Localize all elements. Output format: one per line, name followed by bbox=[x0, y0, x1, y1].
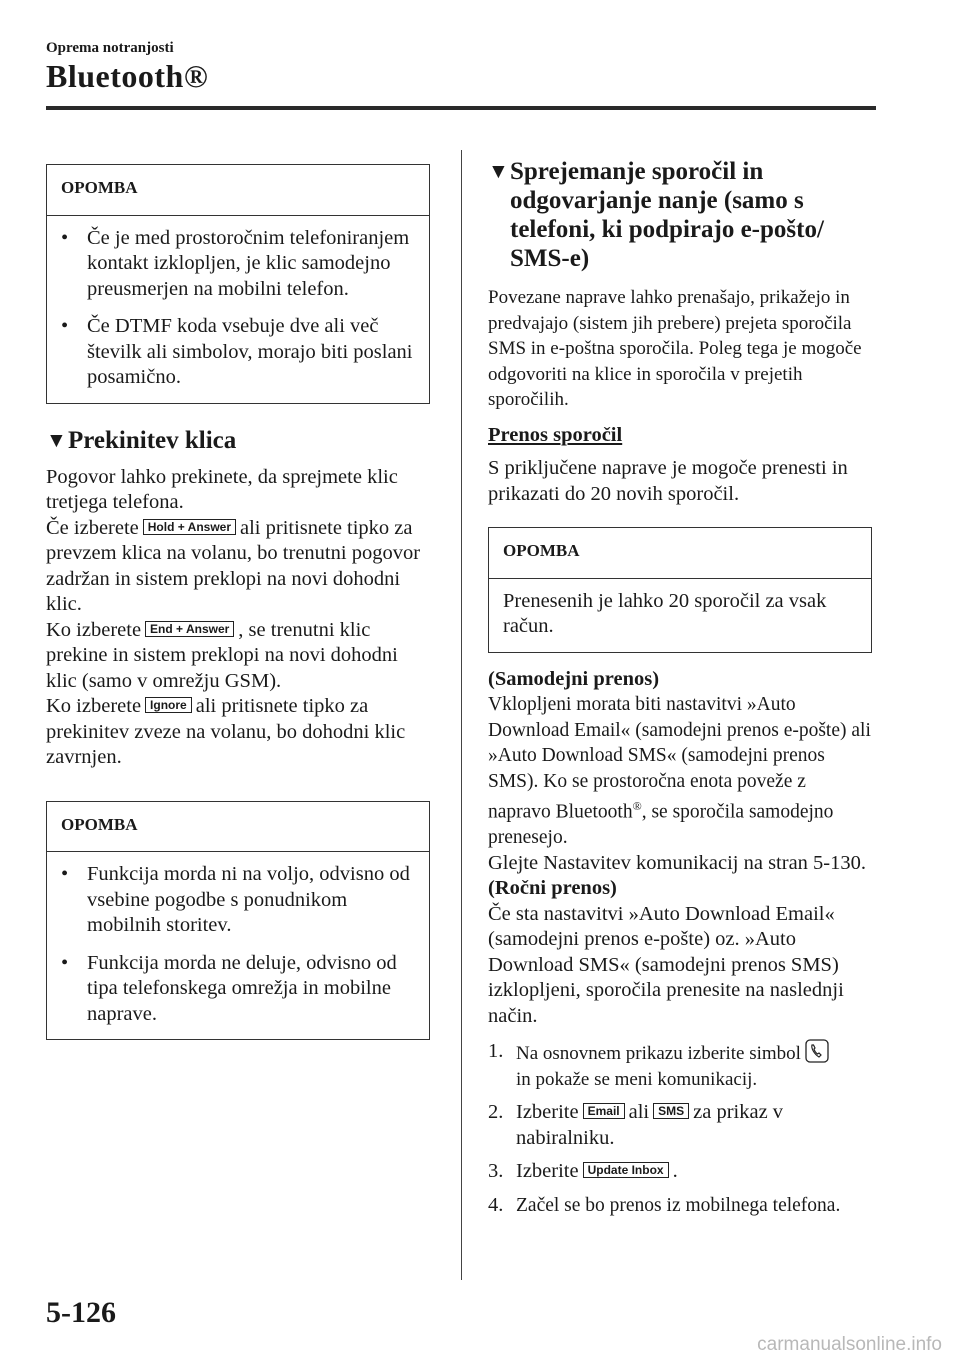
page-title: Bluetooth® bbox=[46, 58, 209, 94]
hold-answer-button-icon: Hold + Answer bbox=[143, 519, 236, 535]
paragraph: Povezane naprave lahko prenašajo, prikažejo in predvajajo (sistem jih prebere) prejeta sporočila SMS in e-poštna sporočila. Poleg tega je mogoče odgovoriti na klice in sporočila v prejetih sporočilih. bbox=[488, 287, 862, 410]
paragraph: Pogovor lahko prekinete, da sprejmete klic tretjega telefona. bbox=[46, 465, 398, 513]
note-box bbox=[488, 527, 872, 653]
watermark: carmanualsonline.info bbox=[757, 1334, 942, 1355]
end-answer-button-icon: End + Answer bbox=[145, 621, 234, 637]
steps-list bbox=[488, 1039, 872, 1218]
bullet-icon: • bbox=[61, 226, 69, 249]
note-title: OPOMBA bbox=[47, 802, 429, 853]
cross-reference: Glejte Nastavitev komunikacij na stran 5-130. bbox=[488, 851, 867, 874]
note-title: OPOMBA bbox=[47, 165, 429, 216]
triangle-down-icon: ▼ bbox=[46, 427, 67, 452]
note-box bbox=[46, 801, 430, 1041]
paragraph: Ko izberete End + Answer , se trenutni klic prekine in sistem preklopi na novi dohodni klic (samo v omrežju GSM). bbox=[46, 618, 398, 692]
section-heading: ▼ Prekinitev klica bbox=[46, 426, 237, 454]
phone-icon bbox=[805, 1039, 829, 1063]
note-text: Prenesenih je lahko 20 sporočil za vsak račun. bbox=[503, 589, 827, 637]
paragraph: Če sta nastavitvi »Auto Download Email« (samodejni prenos e-pošte) oz. »Auto Download SMS« (samodejni prenos SMS) izklopljeni, sporočila prenesite na naslednji način. bbox=[488, 902, 844, 1027]
bullet-icon: • bbox=[61, 951, 69, 974]
bullet-icon: • bbox=[61, 863, 69, 885]
note-title: OPOMBA bbox=[489, 528, 871, 579]
subheading: (Ročni prenos) bbox=[488, 877, 617, 899]
list-item: 3. Izberite Update Inbox . bbox=[488, 1160, 678, 1182]
note-bullet: • Funkcija morda ni na voljo, odvisno od vsebine pogodbe s ponudnikom mobilnih storitev. bbox=[61, 862, 415, 939]
paragraph: Ko izberete Ignore ali pritisnete tipko za prekinitev zveze na volanu, bo dohodni klic zavrnjen. bbox=[46, 695, 406, 768]
update-inbox-button-icon: Update Inbox bbox=[583, 1162, 669, 1178]
note-bullet: • Funkcija morda ne deluje, odvisno od tipa telefonskega omrežja in mobilne naprave. bbox=[61, 951, 415, 1028]
email-button-icon: Email bbox=[583, 1103, 625, 1119]
paragraph: S priključene naprave je mogoče prenesti in prikazati do 20 novih sporočil. bbox=[488, 457, 848, 505]
bullet-icon: • bbox=[61, 315, 69, 337]
subheading: Prenos sporočil bbox=[488, 423, 623, 446]
left-column bbox=[46, 164, 430, 1040]
ignore-button-icon: Ignore bbox=[145, 697, 192, 713]
page-number: 5-126 bbox=[46, 1296, 116, 1329]
note-bullet: • Če je med prostoročnim telefoniranjem kontakt izklopljen, je klic samodejno preusmerjen na mobilni telefon. bbox=[61, 226, 415, 303]
list-item: 2. Izberite Email ali SMS za prikaz v nabiralniku. bbox=[488, 1101, 784, 1149]
right-column bbox=[488, 157, 872, 1226]
note-box bbox=[46, 164, 430, 404]
column-divider bbox=[461, 150, 462, 1280]
header-rule bbox=[46, 106, 876, 110]
subheading: (Samodejni prenos) bbox=[488, 667, 660, 690]
list-item: 1. Na osnovnem prikazu izberite simbol in pokaže se meni komunikacij. bbox=[488, 1039, 872, 1092]
section-heading: ▼ Sprejemanje sporočil in odgovarjanje nanje (samo s telefoni, ki podpirajo e-pošto/ SMS-e) bbox=[488, 158, 824, 272]
list-item: 4. Začel se bo prenos iz mobilnega telefona. bbox=[488, 1193, 841, 1216]
section-label: Oprema notranjosti bbox=[46, 40, 174, 56]
paragraph: Vklopljeni morata biti nastavitvi »Auto Download Email« (samodejni prenos e-pošte) ali »Auto Download SMS« (samodejni prenos SMS). Ko se prostoročna enota poveže z napravo Bluetooth®, se sporočila samodejno prenesejo. bbox=[488, 694, 871, 848]
paragraph: Če izberete Hold + Answer ali pritisnete tipko za prevzem klica na volanu, bo trenutni pogovor zadržan in sistem preklopi na novi dohodni klic. bbox=[46, 516, 421, 615]
sms-button-icon: SMS bbox=[653, 1103, 689, 1119]
note-bullet: • Če DTMF koda vsebuje dve ali več številk ali simbolov, morajo biti poslani posamično. bbox=[61, 314, 415, 391]
triangle-down-icon: ▼ bbox=[488, 159, 509, 183]
